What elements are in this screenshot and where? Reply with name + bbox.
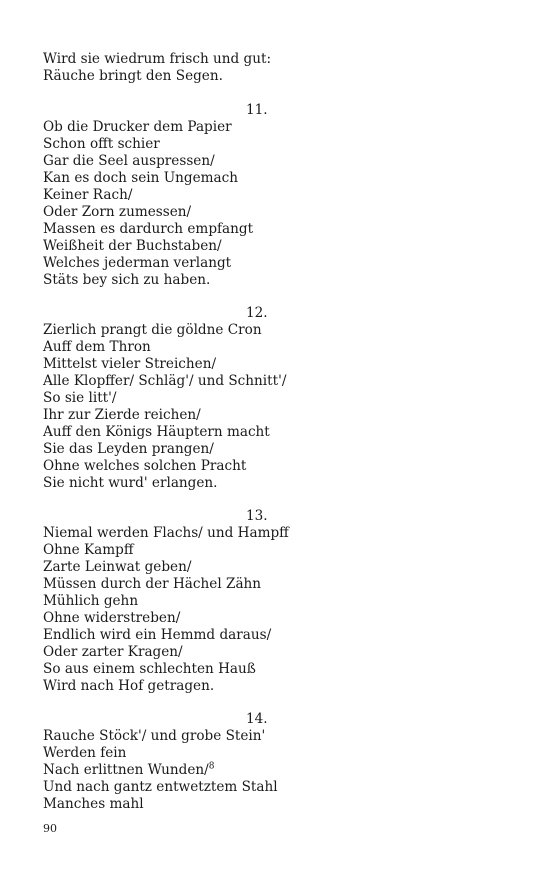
verse-line: Stäts bey sich zu haben.: [43, 272, 211, 288]
stanza-number: 11.: [246, 102, 268, 118]
verse-line: Zarte Leinwat geben/: [43, 559, 192, 575]
verse-line: Sie nicht wurd' erlangen.: [43, 475, 218, 491]
verse-line: Gar die Seel auspressen/: [43, 153, 215, 169]
verse-line: Mittelst vieler Streichen/: [43, 356, 217, 372]
verse-line: Ohne widerstreben/: [43, 610, 181, 626]
verse-line: Niemal werden Flachs/ und Hampff: [43, 525, 289, 541]
verse-line: So aus einem schlechten Hauß: [43, 661, 256, 677]
page-number: 90: [43, 822, 57, 835]
verse-line: Wird nach Hof getragen.: [43, 678, 215, 694]
verse-line: Und nach gantz entwetztem Stahl: [43, 779, 278, 795]
verse-line: Kan es doch sein Ungemach: [43, 170, 239, 186]
verse-line: Alle Klopffer/ Schläg'/ und Schnitt'/: [43, 373, 287, 389]
verse-line: Welches jederman verlangt: [43, 255, 232, 271]
verse-line: Ohne welches solchen Pracht: [43, 458, 247, 474]
verse-line: Müssen durch der Hächel Zähn: [43, 576, 262, 592]
verse-line: Rauche Stöck'/ und grobe Stein': [43, 728, 266, 744]
verse-line: Sie das Leyden prangen/: [43, 441, 214, 457]
verse-line-with-footnote: [43, 762, 214, 779]
verse-line-text: Nach erlittnen Wunden/: [43, 762, 209, 778]
verse-line: Auff den Königs Häuptern macht: [43, 424, 270, 440]
verse-line: Oder Zorn zumessen/: [43, 204, 192, 220]
verse-line: Mühlich gehn: [43, 593, 139, 609]
verse-line: Ihr zur Zierde reichen/: [43, 407, 201, 423]
verse-line: Endlich wird ein Hemmd daraus/: [43, 627, 272, 643]
verse-line: Wird sie wiedrum frisch und gut:: [43, 51, 272, 67]
stanza-number: 13.: [246, 508, 268, 524]
verse-line: Weißheit der Buchstaben/: [43, 238, 222, 254]
verse-line: Zierlich prangt die göldne Cron: [43, 322, 262, 338]
verse-line: Ohne Kampff: [43, 542, 134, 558]
verse-line: Keiner Rach/: [43, 187, 133, 203]
footnote-marker[interactable]: 8: [208, 761, 215, 772]
verse-line: Oder zarter Kragen/: [43, 644, 183, 660]
verse-line: So sie litt'/: [43, 390, 117, 406]
verse-line: Manches mahl: [43, 796, 144, 812]
verse-line: Auff dem Thron: [43, 339, 151, 355]
verse-line: Schon offt schier: [43, 136, 160, 152]
stanza-number: 12.: [246, 305, 268, 321]
stanza-number: 14.: [246, 711, 268, 727]
verse-line: Werden fein: [43, 745, 127, 761]
verse-line: Massen es dardurch empfangt: [43, 221, 254, 237]
verse-line: Ob die Drucker dem Papier: [43, 119, 232, 135]
verse-line: Räuche bringt den Segen.: [43, 68, 223, 84]
